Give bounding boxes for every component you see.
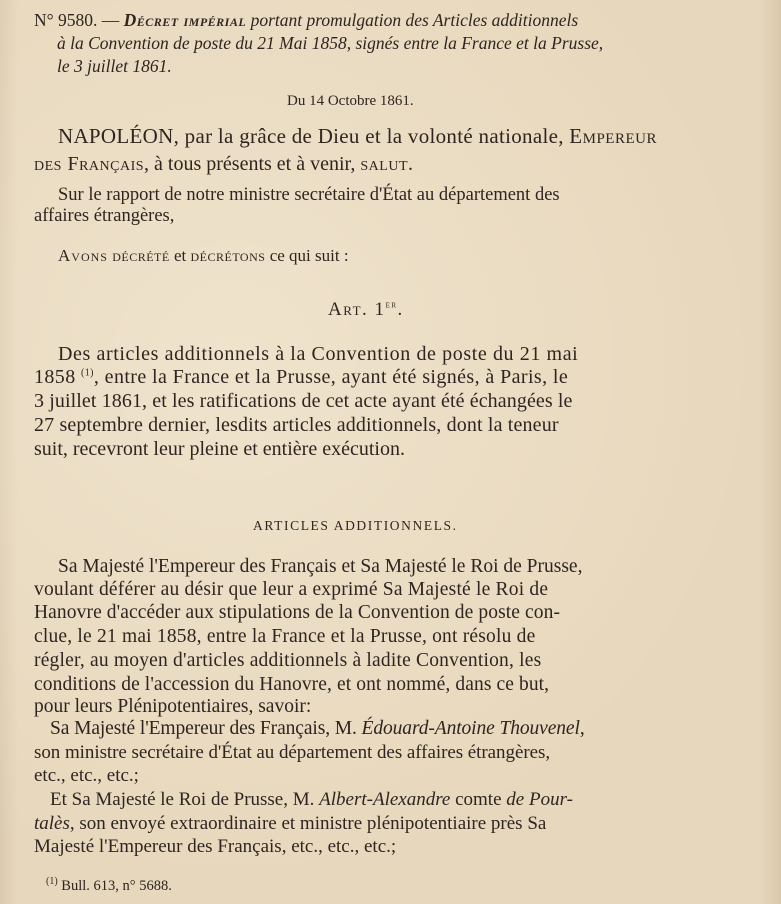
decree-type: Décret impérial	[123, 10, 247, 30]
decree-header-line-3: le 3 juillet 1861.	[57, 56, 172, 76]
footnote-ref[interactable]: (1)	[81, 367, 94, 379]
article-line-3: 3 juillet 1861, et les ratifications de cet acte ayant été échangées le	[34, 390, 573, 412]
treaty-line-8	[50, 718, 585, 740]
footnote-mark: (1)	[46, 876, 58, 888]
rapport-line-1: Sur le rapport de notre ministre secrétaire d'État au département des	[58, 185, 560, 205]
treaty-line-3: Hanovre d'accéder aux stipulations de la Convention de poste con-	[34, 602, 561, 623]
decrete-word: décrété	[112, 246, 170, 265]
avons-rest: ce qui suit :	[265, 246, 349, 265]
treaty-line-8-text: Sa Majesté l'Empereur des Français, M.	[50, 718, 362, 739]
avons-decrete-line	[58, 245, 349, 267]
avons-word: Avons	[58, 246, 108, 265]
des-francais: des Français	[34, 153, 145, 175]
treaty-line-2: voulant déférer au désir que leur a exprimé Sa Majesté le Roi de	[34, 579, 549, 600]
treaty-line-13: Majesté l'Empereur des Français, etc., etc., etc.;	[34, 836, 397, 857]
empereur-word: Empereur	[569, 124, 657, 148]
footnote-text: Bull. 613, n° 5688.	[57, 878, 172, 894]
footnote	[46, 875, 172, 897]
article-line-2-year: 1858	[34, 366, 81, 388]
treaty-line-11-text: Et Sa Majesté le Roi de Prusse, M.	[50, 789, 320, 810]
treaty-line-10: etc., etc., etc.;	[34, 765, 139, 786]
decretons-word: décrétons	[190, 246, 266, 265]
treaty-line-1: Sa Majesté l'Empereur des Français et Sa Majesté le Roi de Prusse,	[58, 556, 583, 577]
rapport-line-2: affaires étrangères,	[34, 206, 175, 226]
treaty-line-11	[50, 789, 573, 811]
article-line-2	[34, 366, 568, 388]
article-title-end: .	[397, 299, 404, 320]
preamble-text: , par la grâce de Dieu et la volonté nationale,	[173, 124, 570, 148]
plenipotentiary-pourtales-1: de Pour-	[506, 789, 573, 810]
decree-title-rest: portant promulgation des Articles additionnels	[246, 10, 579, 30]
article-line-2-text: , entre la France et la Prusse, ayant été signés, à Paris, le	[93, 366, 569, 388]
treaty-line-7: pour leurs Plénipotentiaires, savoir:	[34, 696, 312, 717]
plenipotentiary-thouvenel: Édouard-Antoine Thouvenel	[361, 718, 580, 739]
decree-number: N° 9580. —	[34, 10, 124, 30]
napoleon-name: NAPOLÉON	[58, 124, 174, 148]
plenipotentiary-pourtales-2: talès	[34, 813, 70, 834]
treaty-line-11-comte: comte	[450, 789, 507, 810]
article-title-sup: er	[385, 299, 398, 311]
salut-word: salut.	[360, 153, 414, 175]
treaty-line-5: régler, au moyen d'articles additionnels à ladite Convention, les	[34, 650, 542, 671]
decree-date: Du 14 Octobre 1861.	[287, 93, 414, 109]
treaty-line-8-comma: ,	[579, 718, 585, 739]
preamble-line-1	[58, 125, 657, 147]
treaty-line-6: conditions de l'accession du Hanovre, et ont nommé, dans ce but,	[34, 674, 550, 695]
article-line-1: Des articles additionnels à la Convention de poste du 21 mai	[58, 343, 579, 365]
preamble-line-2	[34, 153, 414, 175]
treaty-line-9: son ministre secrétaire d'État au département des affaires étrangères,	[34, 742, 551, 763]
article-title	[328, 299, 404, 321]
et-word: et	[169, 246, 191, 265]
decree-header-line-2: à la Convention de poste du 21 Mai 1858, signés entre la France et la Prusse,	[57, 33, 604, 53]
article-line-4: 27 septembre dernier, lesdits articles additionnels, dont la teneur	[34, 414, 559, 436]
decree-header-line-1	[34, 9, 578, 31]
treaty-line-4: clue, le 21 mai 1858, entre la France et la Prusse, ont résolu de	[34, 626, 536, 647]
article-line-5: suit, recevront leur pleine et entière exécution.	[34, 438, 405, 460]
article-title-main: Art. 1	[328, 299, 386, 320]
treaty-line-12-text: , son envoyé extraordinaire et ministre plénipotentiaire près Sa	[69, 813, 547, 834]
treaty-line-12	[34, 813, 546, 835]
articles-additionnels-heading: ARTICLES ADDITIONNELS.	[253, 518, 458, 533]
preamble-line-2-text: , à tous présents et à venir,	[144, 153, 361, 175]
plenipotentiary-albert-alexandre: Albert-Alexandre	[319, 789, 451, 810]
